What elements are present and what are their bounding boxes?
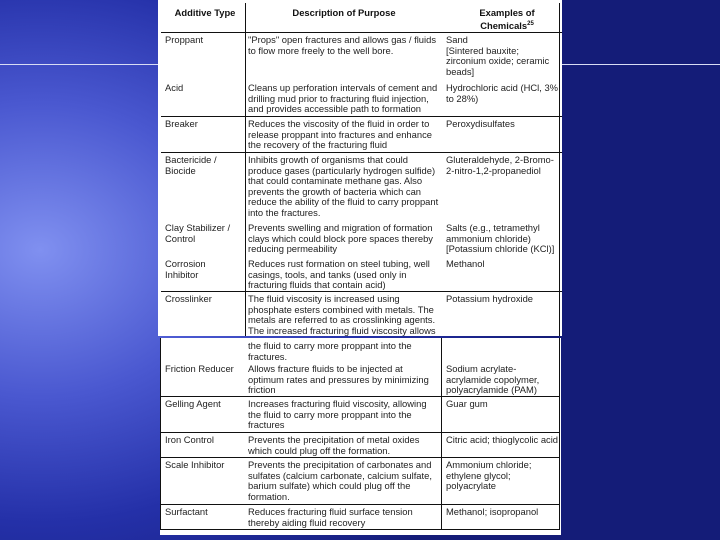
slide-divider-right — [562, 64, 720, 65]
slide-divider-left — [0, 64, 158, 65]
crosslinker-continued: the fluid to carry more proppant into the fractures. — [248, 340, 412, 362]
table-image-bottom: the fluid to carry more proppant into the fractures. Friction Reducer Allows fracture fluids to be injected at optimum rates and pressures by minimizing friction Sodium acrylate-acrylamide copolymer, polyacrylamide (PAM) Gelling Agent Increases fracturing fluid viscosity, allowing the fluid to carry more proppant into the fractures Guar gum Iron Control Prevents the precipitation of metal oxides which could plug off the formation. Citric acid; thioglycolic acid Scale Inhibitor Prevents the precipitation of carbonates and sulfates (calcium carbonate, calcium sulfate, barium sulfate) which could plug off the formation. Ammonium chloride; ethylene glycol; polyacrylate Surfactant Reduces fracturing fluid surface tension thereby aiding fluid recovery Methanol; isopropanol — [160, 338, 561, 535]
header-examples: Examples of Chemicals$^{25}$ — [479, 7, 535, 31]
table-row: Crosslinker The fluid viscosity is increased using phosphate esters combined with metals. The metals are referred to as crosslinking agents. The increased fracturing fluid viscosity allows Potassium hydroxide — [165, 293, 534, 336]
header-description: Description of Purpose — [292, 7, 396, 18]
table-image-top: Additive Type Description of Purpose Examples of Chemicals$^{25}$ Proppant "Props" open fractures and allows gas / fluids to flow more freely to the well bore. Sand [Sintered bauxite; zirconium oxide; ceramic beads] Acid Cleans up perforation intervals of cement and drilling mud prior to fracturing fluid injection, and provides accessible path to formation Hydrochloric acid (HCl, 3% to 28%) Breaker Reduces the viscosity of the fluid in order to release proppant into fractures and enhance the recovery of the fracturing fluid Peroxydisulfates Bactericide / Biocide Inhibits growth of organisms that could produce gases (particularly hydrogen sulfide) that could contaminate methane gas. Also prevents the growth of bacteria which can reduce the ability of the fluid to carry proppant into the fractures. Gluteraldehyde, 2-Bromo-2-nitro-1,2-propanediol Clay Stabilizer / Control Prevents swelling and migration of formation clays which could block pore spaces thereby reducing permeability Salts (e.g., tetramethyl ammonium chloride) [Potassium chloride (KCl)] Corrosion Inhibitor Reduces rust formation on steel tubing, well casings, tools, and tanks (used only in fracturing fluids that contain acid) Methanol Crosslinker The fluid viscosity is increased using phosphate esters combined with metals. The metals are referred to as crosslinking agents. The increased fracturing fluid viscosity allows Potassium hydroxide — [158, 0, 562, 336]
header-additive-type: Additive Type — [174, 7, 236, 18]
